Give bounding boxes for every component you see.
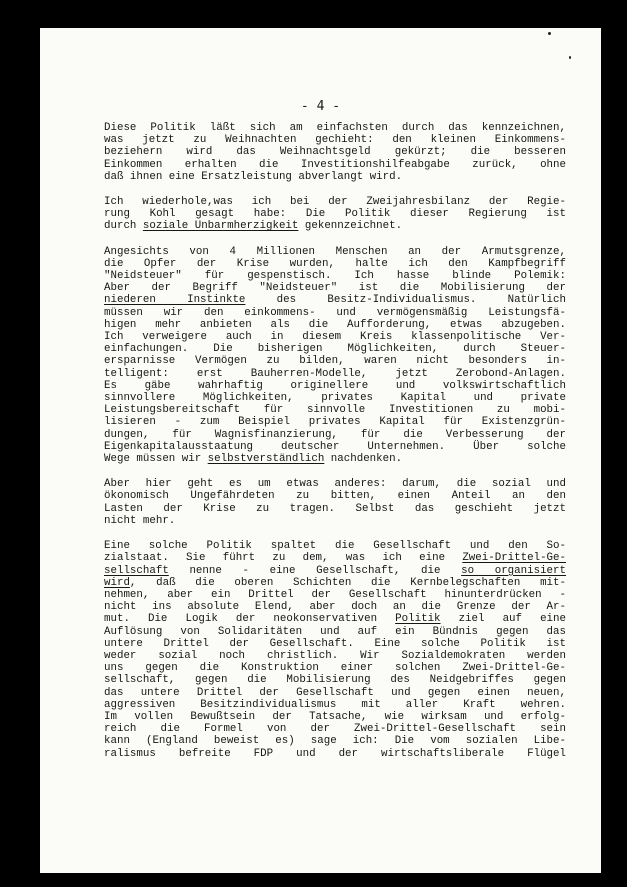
text-line: Angesichts von 4 Millionen Menschen an der Armutsgrenze, xyxy=(104,245,566,258)
text-line: nicht ins absolute Elend, aber doch an die Grenze der Ar- xyxy=(104,601,566,614)
text-line: Eigenkapitalausstaatung deutscher Unternehmen. Über solche xyxy=(104,440,566,453)
text-line: Im vollen Bewußtsein der Tatsache, wie wirksam und erfolg- xyxy=(104,710,566,723)
text-line: durch soziale Unbarmherzigkeit gekennzeichnet. xyxy=(104,220,403,233)
text-line: beziehern wird das Weihnachtsgeld gekürzt; die besseren xyxy=(104,146,566,159)
text-line: wird, daß die oberen Schichten die Kernbelegschaften mit- xyxy=(104,576,566,589)
paragraph xyxy=(104,196,566,233)
text-line: uns gegen die Konstruktion einer solchen Zwei-Drittel-Ge- xyxy=(104,662,566,675)
text-line: die Opfer der Krise wurden, halte ich den Kampfbegriff xyxy=(104,257,566,270)
text-line: müssen wir den einkommens- und vermögensmäßig Leistungsfä- xyxy=(104,306,566,319)
paragraph xyxy=(104,122,566,183)
text-line: Aber hier geht es um etwas anderes: darum, die sozial und xyxy=(104,478,566,491)
text-line: Ich wiederhole,was ich bei der Zweijahresbilanz der Regie- xyxy=(104,196,566,209)
text-line: sellschaft, gegen die Mobilisierung des Neidgebriffes gegen xyxy=(104,674,566,687)
text-line: Diese Politik läßt sich am einfachsten durch das kennzeichnen, xyxy=(104,122,566,134)
text-line: Leistungsbereitschaft für sinnvolle Investitionen zu mobi- xyxy=(104,404,566,417)
text-line: lisieren - zum Beispiel privates Kapital für Existenzgrün- xyxy=(104,416,566,429)
text-line: sinnvollere Möglichkeiten, privates Kapital und private xyxy=(104,392,566,405)
text-line: untere Drittel der Gesellschaft. Eine solche Politik ist xyxy=(104,637,566,650)
underlined-phrase: Politik xyxy=(395,613,441,626)
text-line: Wege müssen wir selbstverständlich nachdenken. xyxy=(104,453,403,466)
text-line: ersparnisse Vermögen zu bilden, waren nicht besonders in- xyxy=(104,355,566,368)
text-line: Es gäbe wahrhaftig originellere und volkswirtschaftlich xyxy=(104,379,566,392)
text-line: niederen Instinkte des Besitz-Individualismus. Natürlich xyxy=(104,294,566,307)
text-line: Lasten der Krise zu tragen. Selbst das geschieht jetzt xyxy=(104,502,566,515)
text-line: weder sozial noch christlich. Wir Sozialdemokraten werden xyxy=(104,649,566,662)
text-line: ökonomisch Ungefährdeten zu bitten, einen Anteil an den xyxy=(104,490,566,503)
text-line: nehmen, aber ein Drittel der Gesellschaft hinunterdrücken - xyxy=(104,588,566,601)
page-number: - 4 - xyxy=(300,99,341,114)
underlined-phrase: sellschaft xyxy=(104,564,169,577)
underlined-phrase: niederen Instinkte xyxy=(104,294,246,307)
underlined-phrase: Zwei-Drittel-Ge- xyxy=(462,552,566,565)
text-line: sellschaft nenne - eine Gesellschaft, die so organisiert xyxy=(104,564,566,577)
text-line: Einkommen erhalten die Investitionshilfeabgabe zurück, ohne xyxy=(104,158,566,171)
text-line: "Neidsteuer" für gespenstisch. Ich hasse blinde Polemik: xyxy=(104,270,566,283)
text-line: dungen, für Wagnisfinanzierung, für die Verbesserung der xyxy=(104,428,566,441)
text-line: rung Kohl gesagt habe: Die Politik dieser Regierung ist xyxy=(104,208,566,221)
scan-speck xyxy=(548,32,551,35)
underlined-phrase: wird xyxy=(104,576,130,589)
text-line: was jetzt zu Weihnachten gechieht: den kleinen Einkommens- xyxy=(104,134,566,147)
paragraph xyxy=(104,246,566,466)
body-text xyxy=(104,122,566,773)
text-line: mut. Die Logik der neokonservativen Politik ziel auf eine xyxy=(104,613,566,626)
text-line: zialstaat. Sie führt zu dem, was ich eine Zwei-Drittel-Ge- xyxy=(104,552,566,565)
text-line: das untere Drittel der Gesellschaft und gegen einen neuen, xyxy=(104,686,566,699)
text-line: higen mehr anbieten als die Aufforderung, etwas abzugeben. xyxy=(104,318,566,331)
document-page xyxy=(40,28,601,873)
text-line: kann (England beweist es) sage ich: Die vom sozialen Libe- xyxy=(104,735,566,748)
text-line: reich die Formel von der Zwei-Drittel-Gesellschaft sein xyxy=(104,723,566,736)
text-line: Aber der Begriff "Neidsteuer" ist die Mobilisierung der xyxy=(104,282,566,295)
text-line: Ich verweigere auch in diesem Kreis klassenpolitische Ver- xyxy=(104,331,566,344)
text-line: nicht mehr. xyxy=(104,514,176,527)
text-line: daß ihnen eine Ersatzleistung abverlangt wird. xyxy=(104,170,403,183)
text-line: ralismus befreite FDP und der wirtschaftsliberale Flügel xyxy=(104,747,566,760)
text-line: telligent: erst Bauherren-Modelle, jetzt Zerobond-Anlagen. xyxy=(104,367,566,380)
text-line: Eine solche Politik spaltet die Gesellschaft und den So- xyxy=(104,540,566,553)
paragraph xyxy=(104,540,566,760)
scan-speck xyxy=(569,56,571,59)
paragraph xyxy=(104,478,566,527)
underlined-phrase: soziale Unbarmherzigkeit xyxy=(142,220,299,233)
text-line: Auflösung von Solidaritäten und auf ein Bündnis gegen das xyxy=(104,625,566,638)
underlined-phrase: so organisiert xyxy=(461,564,566,577)
underlined-phrase: selbstverständlich xyxy=(207,453,325,466)
text-line: aggressiven Besitzindividualismus mit aller Kraft wehren. xyxy=(104,698,566,711)
text-line: einfachungen. Die bisherigen Möglichkeiten, durch Steuer- xyxy=(104,343,566,356)
